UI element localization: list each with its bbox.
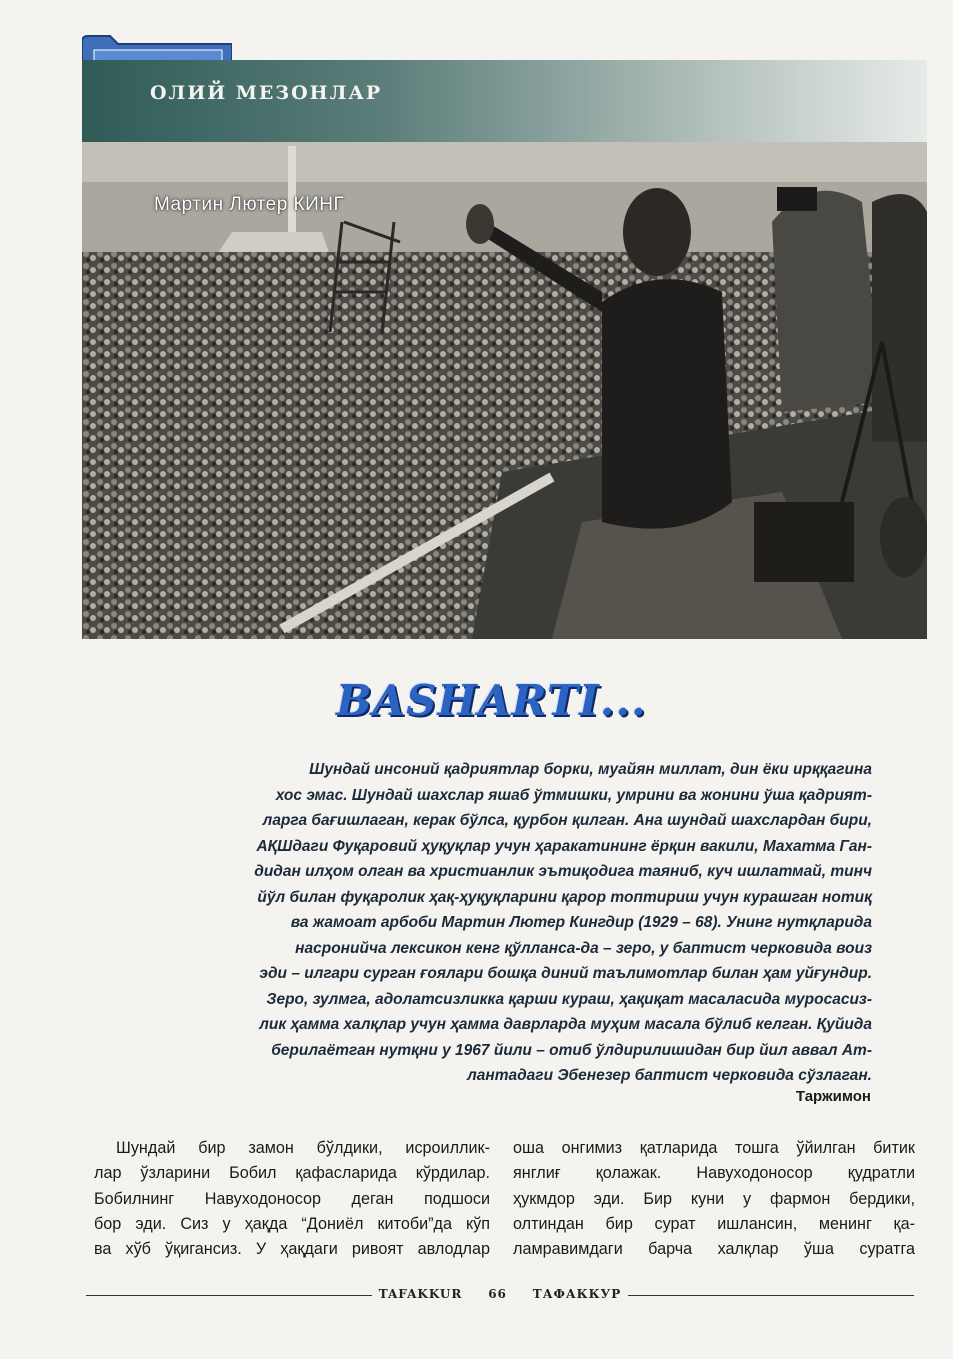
intro-line: лик ҳамма халқлар учун ҳамма даврларда муҳим масала бўлиб келган. Қуйида bbox=[259, 1016, 872, 1033]
body-column-left bbox=[94, 1136, 490, 1262]
body-line: олтиндан бир сурат ишлансин, менинг қа- bbox=[513, 1214, 915, 1233]
photo-caption: Мартин Лютер КИНГ bbox=[154, 194, 345, 215]
intro-line: лантадаги Эбенезер баптист черковида сўзлаган. bbox=[467, 1067, 872, 1084]
intro-line: ларга бағишлаган, керак бўлса, қурбон қилган. Ана шундай шахслардан бири, bbox=[262, 812, 872, 829]
article-title: BASHARTI... bbox=[336, 676, 647, 725]
intro-line: дидан илҳом олган ва христианлик эътиқодига таяниб, куч ишлатмай, тинч bbox=[254, 863, 872, 880]
intro-line: эди – илгари сурган ғоялари бошқа диний таълимотлар билан ҳам уйғундир. bbox=[259, 965, 872, 982]
intro-line: насронийча лексикон кенг қўлланса-да – зеро, у баптист черковида воиз bbox=[295, 939, 872, 957]
intro-line: хос эмас. Шундай шахслар яшаб ўтмишки, умрини ва жонини ўша қадрият- bbox=[275, 786, 872, 804]
page-number: 66 bbox=[488, 1287, 507, 1301]
intro-line: йўл билан фуқаролик ҳақ-ҳуқуқларини қарор топтириш учун курашган нотиқ bbox=[257, 888, 872, 906]
photo-illustration bbox=[82, 142, 927, 639]
page-footer bbox=[86, 1283, 914, 1307]
intro-line: Шундай инсоний қадриятлар борки, муайян миллат, дин ёки ирққагина bbox=[309, 761, 872, 778]
footer-left-label: TAFAKKUR bbox=[378, 1287, 463, 1301]
body-line: ва хўб ўқигансиз. У ҳақдаги ривоят авлодлар bbox=[94, 1240, 490, 1259]
translator-credit: Таржимон bbox=[795, 1088, 871, 1105]
body-line: оша онгимиз қатларида тошга ўйилган битик bbox=[513, 1139, 915, 1157]
body-line: ламравимдаги барча халқлар ўша суратга bbox=[513, 1240, 915, 1259]
intro-line: Зеро, зулмга, адолатсизликка қарши кураш, ҳақиқат масаласида муросасиз- bbox=[266, 990, 872, 1008]
section-title: ОЛИЙ МЕЗОНЛАР bbox=[150, 82, 383, 104]
article-photo bbox=[82, 142, 927, 639]
body-line: бор эди. Сиз у ҳақда “Дониёл китоби”да кўп bbox=[94, 1214, 490, 1233]
footer-right-label: ТАФАККУР bbox=[532, 1287, 622, 1301]
intro-line: ва жамоат арбоби Мартин Лютер Кингдир (1929 – 68). Унинг нутқларида bbox=[290, 914, 872, 931]
body-line: янглиғ қолажак. Навуходоносор қудратли bbox=[513, 1164, 915, 1183]
article-intro bbox=[178, 757, 872, 1089]
footer-text bbox=[86, 1287, 914, 1301]
body-line: ҳукмдор эди. Бир куни у фармон бердики, bbox=[513, 1189, 915, 1208]
intro-line: берилаётган нутқни у 1967 йили – отиб ўлдирилишидан бир йил аввал Ат- bbox=[271, 1041, 872, 1059]
body-line: Бобилнинг Навуходоносор деган подшоси bbox=[94, 1189, 490, 1208]
intro-line: АҚШдаги Фуқаровий ҳуқуқлар учун ҳаракатининг ёрқин вакили, Махатма Ган- bbox=[256, 837, 872, 855]
body-column-right bbox=[513, 1136, 915, 1262]
body-line: лар ўзларини Бобил қафасларида кўрдилар. bbox=[94, 1164, 490, 1183]
body-line: Шундай бир замон бўлдики, исроиллик- bbox=[116, 1139, 490, 1157]
